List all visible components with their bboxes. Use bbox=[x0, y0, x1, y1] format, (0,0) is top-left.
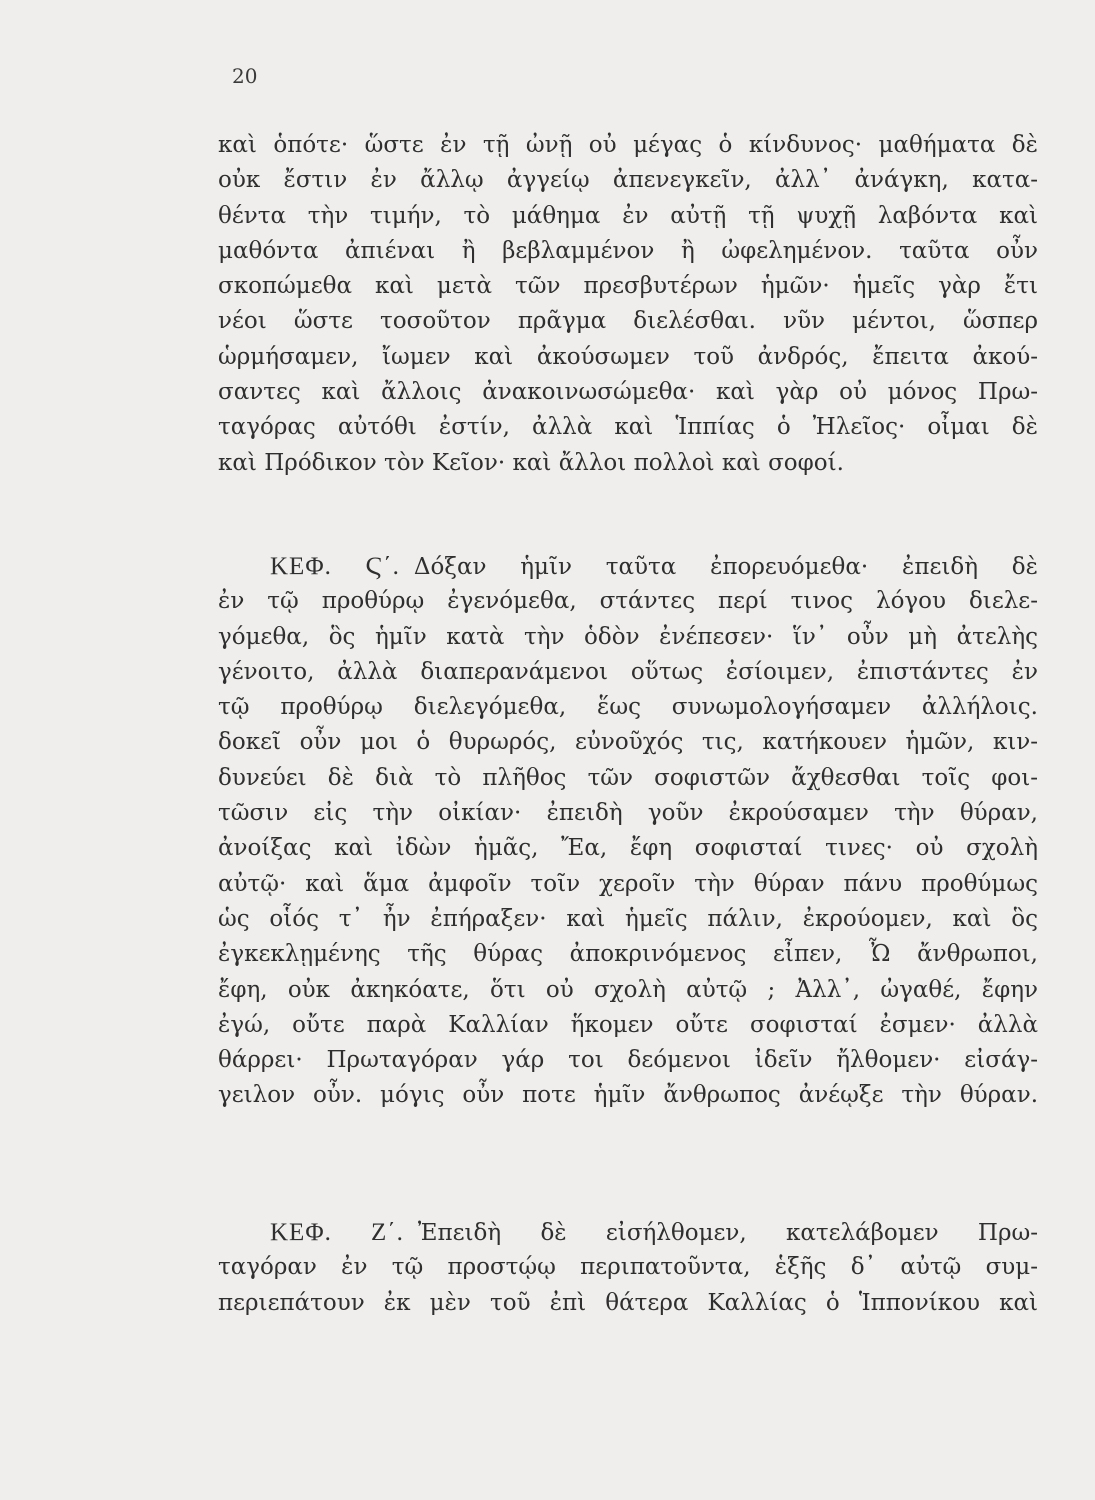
text-line: ὡρμήσαμεν, ἴωμεν καὶ ἀκούσωμεν τοῦ ἀνδρός, ἔπειτα ἀκού- bbox=[218, 343, 1038, 370]
text-line: σκοπώμεθα καὶ μετὰ τῶν πρεσβυτέρων ἡμῶν· ἡμεῖς γὰρ ἔτι bbox=[218, 273, 1038, 300]
text-line: ἀνοίξας καὶ ἰδὼν ἡμᾶς, Ἔα, ἔφη σοφισταί τινες· οὐ σχολὴ bbox=[218, 835, 1038, 862]
text-line: ἐγκεκλῃμένης τῆς θύρας ἀποκρινόμενος εἶπεν, Ὦ ἄνθρωποι, bbox=[218, 941, 1038, 968]
paragraph-chapter-6 bbox=[218, 549, 1038, 1114]
chapter-heading: ΚΕΦ. Ϛ΄. bbox=[270, 553, 400, 580]
text-line: αὐτῷ· καὶ ἅμα ἀμφοῖν τοῖν χεροῖν τὴν θύραν πάνυ προθύμως bbox=[218, 870, 1038, 897]
text-line bbox=[218, 1215, 1038, 1250]
paragraph-chapter-7 bbox=[218, 1215, 1038, 1321]
text-line: οὐκ ἔστιν ἐν ἄλλῳ ἀγγείῳ ἀπενεγκεῖν, ἀλλ᾽ ἀνάγκη, κατα- bbox=[218, 167, 1038, 194]
text-line: ἐν τῷ προθύρῳ ἐγενόμεθα, στάντες περί τινος λόγου διελε- bbox=[218, 588, 1038, 615]
page-number: 20 bbox=[232, 64, 258, 88]
text-line bbox=[218, 549, 1038, 584]
text-line: ὡς οἷός τ᾽ ἦν ἐπήραξεν· καὶ ἡμεῖς πάλιν, ἐκρούομεν, καὶ ὃς bbox=[218, 905, 1038, 932]
text-line: καὶ ὁπότε· ὥστε ἐν τῇ ὠνῇ οὐ μέγας ὁ κίνδυνος· μαθήματα δὲ bbox=[218, 132, 1038, 158]
text-line: θάρρει· Πρωταγόραν γάρ τοι δεόμενοι ἰδεῖν ἤλθομεν· εἰσάγ- bbox=[218, 1047, 1038, 1074]
text-line: ἔφη, οὐκ ἀκηκόατε, ὅτι οὐ σχολὴ αὐτῷ ; Ἀλλ᾽, ὠγαθέ, ἔφην bbox=[218, 976, 1038, 1003]
text-line: θέντα τὴν τιμήν, τὸ μάθημα ἐν αὐτῇ τῇ ψυχῇ λαβόντα καὶ bbox=[218, 202, 1038, 229]
text-line: γειλον οὖν. μόγις οὖν ποτε ἡμῖν ἄνθρωπος ἀνέῳξε τὴν θύραν. bbox=[218, 1082, 1038, 1109]
text-line: ταγόραν ἐν τῷ προστῴῳ περιπατοῦντα, ἑξῆς δ᾽ αὐτῷ συμ- bbox=[218, 1254, 1038, 1281]
text-line: τῷ προθύρῳ διελεγόμεθα, ἕως συνωμολογήσαμεν ἀλλήλοις. bbox=[218, 694, 1038, 721]
text-line: καὶ Πρόδικον τὸν Κεῖον· καὶ ἄλλοι πολλοὶ καὶ σοφοί. bbox=[218, 449, 844, 476]
text-line: τῶσιν εἰς τὴν οἰκίαν· ἐπειδὴ γοῦν ἐκρούσαμεν τὴν θύραν, bbox=[218, 800, 1038, 827]
text-line-start: Ἐπειδὴ δὲ εἰσήλθομεν, κατελάβομεν Πρω- bbox=[417, 1220, 1038, 1246]
text-line: δυνεύει δὲ διὰ τὸ πλῆθος τῶν σοφιστῶν ἄχθεσθαι τοῖς φοι- bbox=[218, 764, 1038, 791]
text-line-start: Δόξαν ἡμῖν ταῦτα ἐπορευόμεθα· ἐπειδὴ δὲ bbox=[413, 554, 1039, 580]
text-line: δοκεῖ οὖν μοι ὁ θυρωρός, εὐνοῦχός τις, κατήκουεν ἡμῶν, κιν- bbox=[218, 729, 1038, 756]
chapter-heading: ΚΕΦ. Ζ΄. bbox=[270, 1219, 404, 1246]
text-line: ἐγώ, οὔτε παρὰ Καλλίαν ἥκομεν οὔτε σοφισταί ἐσμεν· ἀλλὰ bbox=[218, 1011, 1038, 1038]
text-line: περιεπάτουν ἐκ μὲν τοῦ ἐπὶ θάτερα Καλλίας ὁ Ἱππονίκου καὶ bbox=[218, 1289, 1038, 1316]
text-line: γόμεθα, ὃς ἡμῖν κατὰ τὴν ὁδὸν ἐνέπεσεν· ἵν᾽ οὖν μὴ ἀτελὴς bbox=[218, 623, 1038, 650]
text-line: ταγόρας αὐτόθι ἐστίν, ἀλλὰ καὶ Ἱππίας ὁ Ἠλεῖος· οἶμαι δὲ bbox=[218, 414, 1038, 441]
text-line: γένοιτο, ἀλλὰ διαπερανάμενοι οὕτως ἐσίοιμεν, ἐπιστάντες ἐν bbox=[218, 658, 1038, 685]
paragraph-1 bbox=[218, 128, 1038, 481]
text-line: νέοι ὥστε τοσοῦτον πρᾶγμα διελέσθαι. νῦν μέντοι, ὥσπερ bbox=[218, 308, 1038, 335]
text-line: σαντες καὶ ἄλλοις ἀνακοινωσώμεθα· καὶ γὰρ οὐ μόνος Πρω- bbox=[218, 379, 1038, 406]
text-line: μαθόντα ἀπιέναι ἢ βεβλαμμένον ἢ ὠφελημένον. ταῦτα οὖν bbox=[218, 237, 1038, 264]
